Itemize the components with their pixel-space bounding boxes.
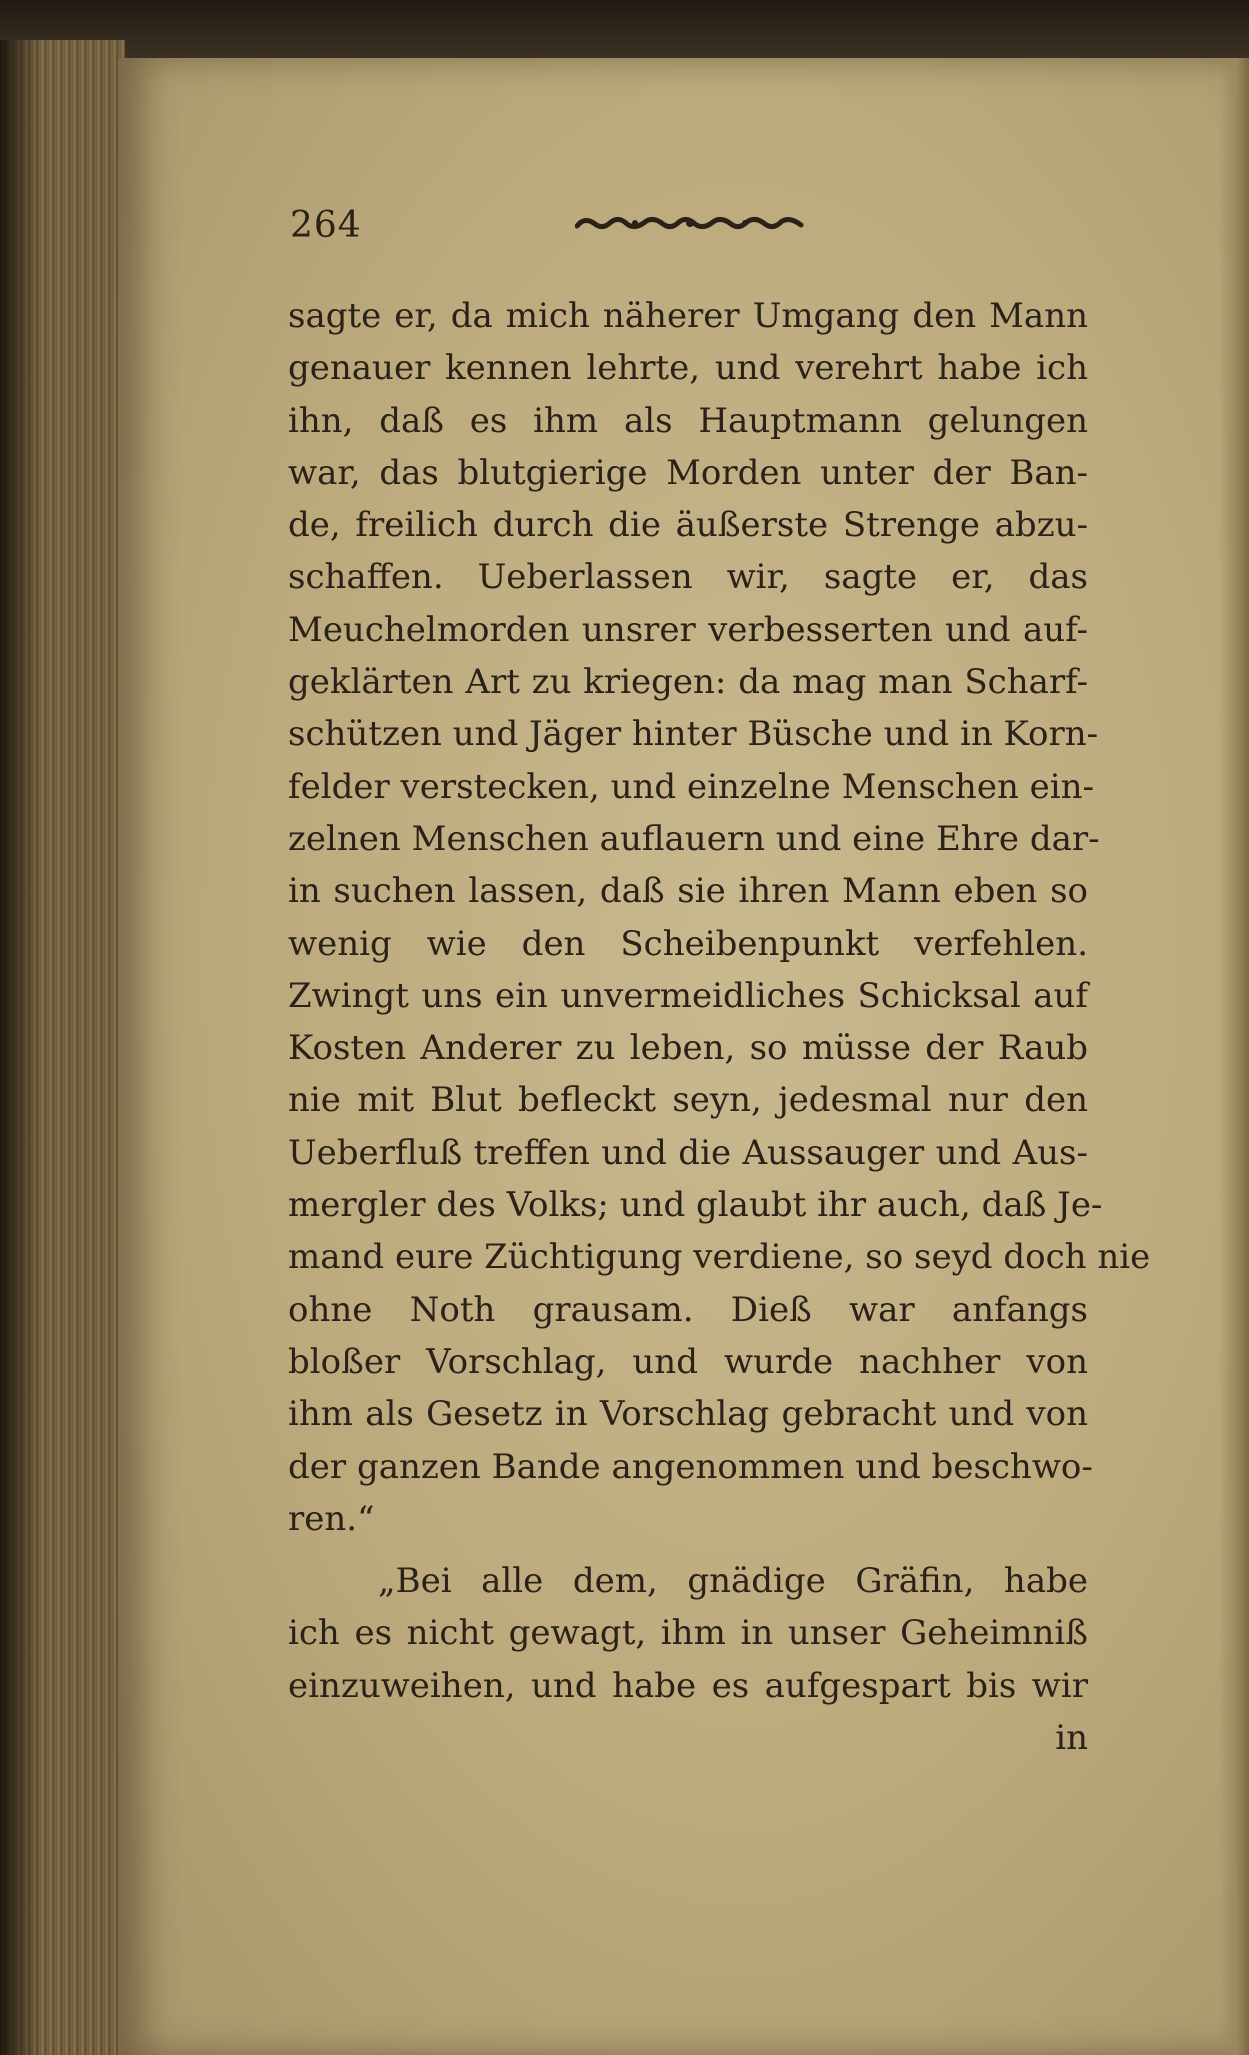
page-stack-shadow xyxy=(0,40,40,2055)
text-line: schaffen. Ueberlassen wir, sagte er, das xyxy=(288,557,1088,598)
text-line: ihm als Gesetz in Vorschlag gebracht und von xyxy=(288,1394,1088,1435)
text-line: wenig wie den Scheibenpunkt verfehlen. xyxy=(288,923,1088,964)
text-line: mergler des Volks; und glaubt ihr auch, daß Je- xyxy=(288,1185,1103,1226)
text-line: Zwingt uns ein unvermeidliches Schicksal auf xyxy=(288,975,1088,1016)
text-line: ren.“ xyxy=(288,1498,375,1539)
text-line: de, freilich durch die äußerste Strenge abzu- xyxy=(288,505,1088,546)
text-line: genauer kennen lehrte, und verehrt habe ich xyxy=(288,348,1088,389)
text-line: sagte er, da mich näherer Umgang den Mann xyxy=(288,296,1088,336)
text-line: mand eure Züchtigung verdiene, so seyd doch nie xyxy=(288,1237,1151,1278)
body-text xyxy=(288,290,1151,1764)
text-line: zelnen Menschen auflauern und eine Ehre dar- xyxy=(288,818,1100,859)
text-line: der ganzen Bande angenommen und beschwo- xyxy=(288,1446,1093,1487)
text-line: ich es nicht gewagt, ihm in unser Geheimniß xyxy=(288,1613,1088,1654)
text-line: ohne Noth grausam. Dieß war anfangs xyxy=(288,1289,1088,1330)
text-line: Meuchelmorden unsrer verbesserten und auf- xyxy=(288,609,1088,650)
text-line: felder verstecken, und einzelne Menschen ein- xyxy=(288,766,1095,807)
binding-edge xyxy=(0,0,1249,60)
facing-page-edge xyxy=(1219,58,1249,2055)
text-line: ihn, daß es ihm als Hauptmann gelungen xyxy=(288,400,1088,441)
page-number: 264 xyxy=(290,205,362,246)
text-line: „Bei alle dem, gnädige Gräfin, habe xyxy=(378,1561,1088,1602)
text-line: in suchen lassen, daß sie ihren Mann eben so xyxy=(288,871,1088,912)
header-ornament xyxy=(575,212,805,234)
text-line: bloßer Vorschlag, und wurde nachher von xyxy=(288,1341,1088,1382)
text-line: einzuweihen, und habe es aufgespart bis wir xyxy=(288,1665,1088,1706)
text-line: war, das blutgierige Morden unter der Ban- xyxy=(288,452,1088,493)
text-line: Kosten Anderer zu leben, so müsse der Raub xyxy=(288,1028,1088,1069)
text-line: Ueberfluß treffen und die Aussauger und Aus- xyxy=(288,1132,1088,1173)
text-line: schützen und Jäger hinter Büsche und in Korn- xyxy=(288,714,1099,755)
catchword: in xyxy=(1055,1718,1088,1759)
text-line: nie mit Blut befleckt seyn, jedesmal nur den xyxy=(288,1080,1088,1121)
text-line: geklärten Art zu kriegen: da mag man Scharf- xyxy=(288,662,1088,703)
